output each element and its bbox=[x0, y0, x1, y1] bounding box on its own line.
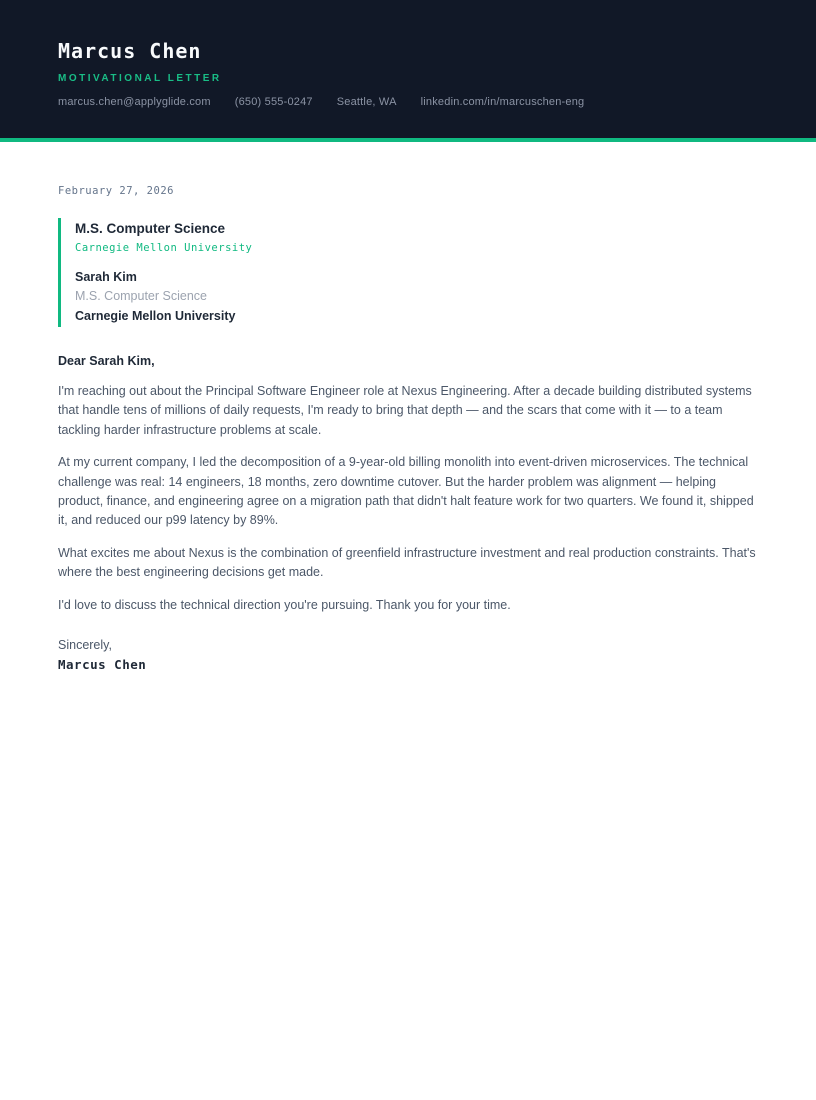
recipient-contact-org: Carnegie Mellon University bbox=[75, 309, 236, 323]
recipient-block bbox=[58, 218, 758, 327]
greeting: Dear Sarah Kim, bbox=[58, 354, 155, 368]
contact-linkedin: linkedin.com/in/marcuschen-eng bbox=[420, 96, 585, 108]
letter-paragraph: At my current company, I led the decomposition of a 9-year-old billing monolith into event-driven microservices. The technical challenge was real: 14 engineers, 18 months, zero downtime cutover. But the harder problem was alignment — helping product, finance, and engineering agree on a migration path that didn't halt feature work for two quarters. We found it, shipped it, and reduced our p99 latency by 89%. bbox=[58, 455, 754, 528]
recipient-company: Carnegie Mellon University bbox=[75, 242, 253, 254]
letter-paragraph: What excites me about Nexus is the combination of greenfield infrastructure investment and real production constraints. That's where the best engineering decisions get made. bbox=[58, 545, 756, 580]
letter-header bbox=[0, 0, 816, 142]
contact-location: Seattle, WA bbox=[336, 96, 397, 108]
letter-date: February 27, 2026 bbox=[58, 185, 174, 197]
letter-paragraph: I'd love to discuss the technical direction you're pursuing. Thank you for your time. bbox=[58, 597, 511, 612]
contact-row bbox=[58, 96, 758, 108]
closing-salutation: Sincerely, bbox=[58, 638, 112, 653]
recipient-role-title: M.S. Computer Science bbox=[75, 221, 226, 236]
signature-name: Marcus Chen bbox=[58, 657, 147, 673]
document-type-label: MOTIVATIONAL LETTER bbox=[58, 73, 222, 84]
applicant-name: Marcus Chen bbox=[58, 39, 202, 63]
recipient-contact-role: M.S. Computer Science bbox=[75, 289, 207, 303]
contact-email: marcus.chen@applyglide.com bbox=[58, 96, 211, 108]
letter-paragraph: I'm reaching out about the Principal Software Engineer role at Nexus Engineering. After a decade building distributed systems that handle tens of millions of daily requests, I'm ready to bring that depth — and the scars that come with it — to a team tackling harder infrastructure problems at scale. bbox=[58, 384, 752, 437]
closing-block bbox=[58, 638, 758, 672]
recipient-contact-name: Sarah Kim bbox=[75, 270, 137, 284]
contact-phone: (650) 555-0247 bbox=[234, 96, 313, 108]
letter-body bbox=[0, 142, 816, 672]
